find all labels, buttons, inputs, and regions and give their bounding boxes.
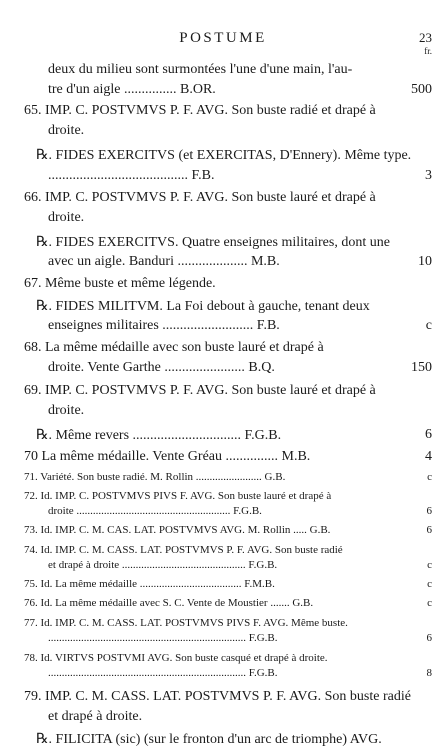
price-value: c: [425, 318, 432, 333]
price-value: 6: [426, 524, 432, 536]
line-text: 78. Id. VIRTVS POSTVMI AVG. Son buste casqué et drapé à droite.: [24, 652, 328, 664]
line-text: 75. Id. La même médaille ..................................... F.M.B.: [24, 578, 275, 590]
price-unit: fr.: [424, 46, 432, 56]
line-text: 77. Id. IMP. C. M. CASS. LAT. POSTVMVS PIVS F. AVG. Même buste.: [24, 617, 348, 629]
catalogue-line: [0, 597, 446, 617]
line-text: avec un aigle. Banduri .................... M.B.: [48, 254, 280, 269]
line-text: 72. Id. IMP. C. POSTVMVS PIVS F. AVG. Son buste lauré et drapé à: [24, 490, 332, 502]
line-text: ........................................ F.B.: [48, 168, 215, 183]
line-text: tre d'un aigle ............... B.OR.: [48, 82, 216, 97]
line-text: 79. IMP. C. M. CASS. LAT. POSTVMVS P. F. AVG. Son buste radié: [24, 689, 411, 704]
catalogue-line: [0, 578, 446, 598]
price-value: 3: [425, 168, 432, 183]
line-text: ........................................................................ F.G.B.: [48, 632, 278, 644]
price-value: 6: [426, 505, 432, 517]
catalogue-line: [0, 632, 446, 652]
catalogue-line: [0, 276, 446, 296]
catalogue-line: [0, 147, 446, 167]
line-text: 68. La même médaille avec son buste lauré et drapé à: [24, 340, 324, 355]
catalogue-line: [0, 559, 446, 579]
catalogue-line: [0, 689, 446, 709]
catalogue-line: [0, 505, 446, 525]
catalogue-line: [0, 360, 446, 380]
line-text: deux du milieu sont surmontées l'une d'une main, l'au-: [48, 62, 353, 77]
catalogue-line: [0, 731, 446, 751]
line-text: et drapé à droite.: [48, 709, 143, 724]
catalogue-line: [0, 234, 446, 254]
line-text: 71. Variété. Son buste radié. M. Rollin ........................ G.B.: [24, 471, 286, 483]
price-value: 4: [425, 449, 432, 464]
line-text: 74. Id. IMP. C. M. CASS. LAT. POSTVMVS P. F. AVG. Son buste radié: [24, 544, 343, 556]
page-title: POSTUME: [179, 30, 267, 46]
line-text: droite. Vente Garthe ....................... B.Q.: [48, 360, 275, 375]
line-text: 73. Id. IMP. C. M. CAS. LAT. POSTVMVS AVG. M. Rollin ..... G.B.: [24, 524, 331, 536]
line-text: 65. IMP. C. POSTVMVS P. F. AVG. Son buste radié et drapé à: [24, 103, 376, 118]
catalogue-line: [0, 709, 446, 729]
catalogue-line: [0, 667, 446, 687]
catalogue-line: [0, 254, 446, 274]
line-text: 66. IMP. C. POSTVMVS P. F. AVG. Son buste lauré et drapé à: [24, 190, 376, 205]
catalogue-line: [0, 298, 446, 318]
catalogue-line: [0, 403, 446, 423]
line-text: et drapé à droite ............................................. F.G.B.: [48, 559, 278, 571]
catalogue-line: [0, 190, 446, 210]
catalogue-line: [0, 123, 446, 143]
price-value: 10: [418, 254, 432, 269]
catalogue-line: [0, 449, 446, 469]
catalogue-line: [0, 427, 446, 447]
price-value: 8: [426, 667, 432, 679]
line-text: 76. Id. La même médaille avec S. C. Vente de Moustier ....... G.B.: [24, 597, 314, 609]
catalogue-line: [0, 524, 446, 544]
catalogue-line: [0, 383, 446, 403]
line-text: droite.: [48, 210, 85, 225]
catalogue-line: [0, 103, 446, 123]
catalogue-line: [0, 82, 446, 102]
catalogue-line: [0, 62, 446, 82]
line-text: ℞. FIDES MILITVM. La Foi debout à gauche, tenant deux: [36, 299, 370, 314]
line-text: ........................................................................ F.G.B.: [48, 667, 278, 679]
price-value: 500: [411, 82, 432, 97]
catalogue-line: [0, 210, 446, 230]
catalogue-line: [0, 471, 446, 491]
line-text: 67. Même buste et même légende.: [24, 276, 216, 291]
line-text: ℞. FIDES EXERCITVS (et EXERCITAS, D'Ennery). Même type.: [36, 148, 412, 163]
catalogue-line: [0, 318, 446, 338]
price-value: 6: [425, 427, 432, 442]
price-value: c: [427, 578, 432, 590]
page-number: 23: [419, 30, 432, 45]
catalogue-line: [0, 168, 446, 188]
price-value: c: [427, 597, 432, 609]
line-text: droite ........................................................ F.G.B.: [48, 505, 262, 517]
price-value: 150: [411, 360, 432, 375]
price-value: 6: [426, 632, 432, 644]
line-text: enseignes militaires .......................... F.B.: [48, 318, 280, 333]
line-text: ℞. Même revers ............................... F.G.B.: [36, 428, 282, 443]
line-text: droite.: [48, 403, 85, 418]
line-text: 70 La même médaille. Vente Gréau ............... M.B.: [24, 449, 311, 464]
line-text: 69. IMP. C. POSTVMVS P. F. AVG. Son buste lauré et drapé à: [24, 383, 376, 398]
catalogue-line: [0, 340, 446, 360]
line-text: ℞. FILICITA (sic) (sur le fronton d'un arc de triomphe) AVG.: [36, 732, 382, 747]
price-value: c: [427, 559, 432, 571]
price-value: c: [427, 471, 432, 483]
line-text: droite.: [48, 123, 85, 138]
line-text: ℞. FIDES EXERCITVS. Quatre enseignes militaires, dont une: [36, 235, 390, 250]
